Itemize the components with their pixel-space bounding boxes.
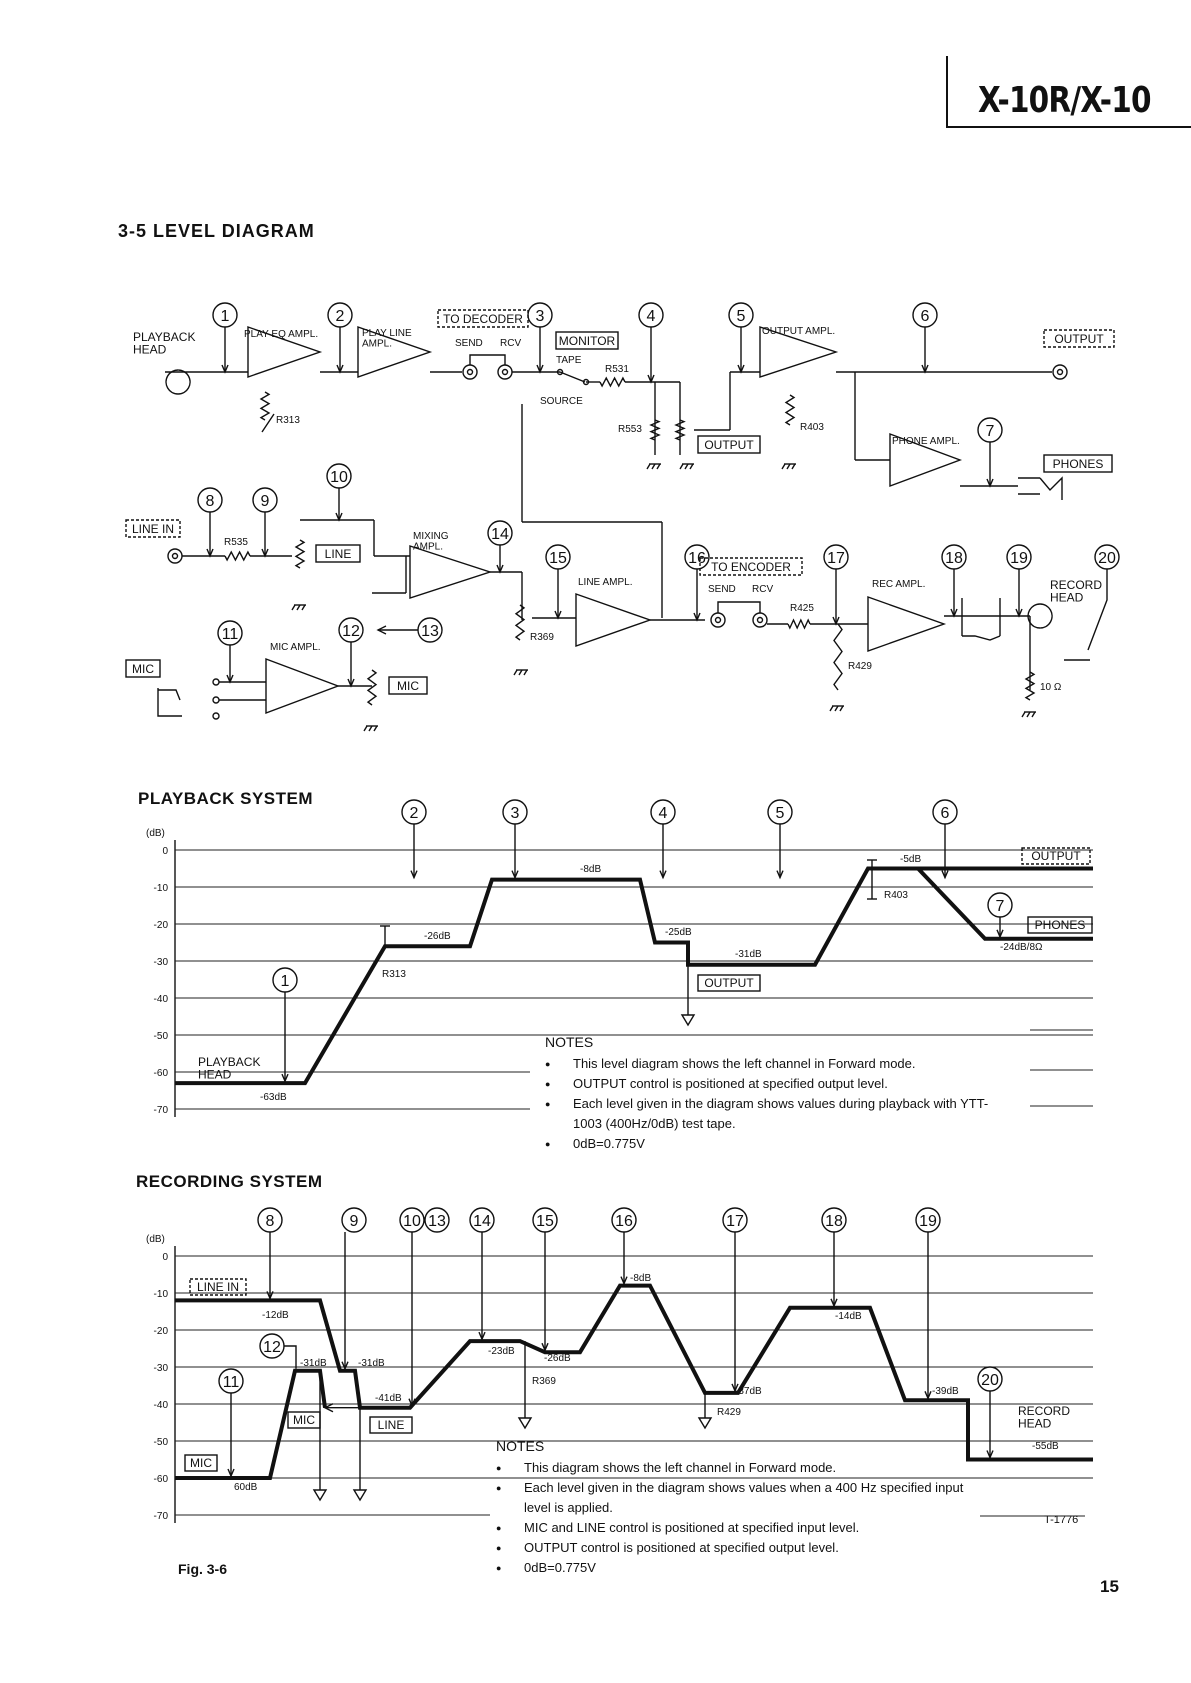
ground-symbol [657, 464, 660, 469]
recording-note: ● OUTPUT control is positioned at specified output level. [496, 1538, 966, 1558]
playback-head-label: PLAYBACK HEAD [133, 330, 196, 357]
output-jack-box-text: OUTPUT [1031, 849, 1081, 863]
rec-eq-resistor [962, 636, 1000, 640]
recording-level-label: -31dB [358, 1358, 385, 1369]
play-line-ampl-label: PLAY LINE AMPL. [362, 328, 412, 350]
recording-note: ● This diagram shows the left channel in Forward mode. [496, 1458, 966, 1478]
r403-label: R403 [884, 890, 908, 901]
r313-label: R313 [382, 969, 406, 980]
ground-symbol [830, 706, 833, 711]
source-label: SOURCE [540, 396, 583, 407]
point-marker-number-7: 7 [995, 898, 1005, 915]
recording-note: ● 0dB=0.775V [496, 1558, 966, 1578]
mic-control-pot [368, 670, 376, 705]
ground-symbol [792, 464, 795, 469]
point-marker-number-2: 2 [335, 308, 345, 325]
encoder-loop-wire [718, 602, 760, 613]
point-marker-number-3: 3 [535, 308, 545, 325]
playback-unit-label: (dB) [146, 828, 165, 839]
ground-symbol [364, 726, 367, 731]
point-marker-number-3: 3 [510, 805, 520, 822]
r535-resistor [225, 552, 250, 560]
point-marker-number-5: 5 [736, 308, 746, 325]
point-marker-number-14: 14 [491, 526, 509, 543]
point-marker-number-13: 13 [428, 1213, 446, 1230]
playback-y-tick: 0 [162, 846, 168, 857]
line-control-box-text: LINE [377, 1418, 405, 1432]
playback-level-label: -63dB [260, 1092, 287, 1103]
mic-control-box-text: MIC [293, 1413, 315, 1427]
output-control-box-text: OUTPUT [704, 976, 754, 990]
mic-jack-contact [213, 713, 219, 719]
ground-symbol [685, 464, 688, 469]
r535-label: R535 [224, 537, 248, 548]
r429-label: R429 [848, 661, 872, 672]
recording-level-label: -23dB [488, 1346, 515, 1357]
playback-y-tick: -60 [153, 1068, 168, 1079]
recording-notes-title: NOTES [496, 1438, 545, 1454]
point-marker-number-6: 6 [940, 805, 950, 822]
point-marker-number-16: 16 [688, 550, 706, 567]
line-in-box-text: LINE IN [131, 522, 175, 536]
r531-resistor [600, 378, 625, 386]
mic-control-drop-arrow [314, 1490, 326, 1500]
line-amplifier [576, 594, 650, 646]
send-jack-pin [468, 370, 473, 375]
ground-symbol [1027, 712, 1030, 717]
point-marker-number-19: 19 [1010, 550, 1028, 567]
output-control-box-text: OUTPUT [704, 438, 754, 452]
r369-pot [516, 605, 524, 640]
point-marker-number-19: 19 [919, 1213, 937, 1230]
output-jack [1053, 365, 1067, 379]
recording-y-tick: 0 [162, 1252, 168, 1263]
encoder-send-label: SEND [708, 584, 736, 595]
ground-symbol [524, 670, 527, 675]
recording-level-label: -41dB [375, 1393, 402, 1404]
recording-level-label: -37dB [735, 1386, 762, 1397]
mic-jack-symbol [158, 688, 182, 716]
recording-level-label: -39dB [932, 1386, 959, 1397]
play-eq-ampl-label: PLAY EQ AMPL. [244, 329, 319, 340]
send-label: SEND [455, 338, 483, 349]
ten-ohm-resistor [1026, 672, 1034, 700]
ground-symbol [302, 605, 305, 610]
mixing-amplifier [410, 546, 490, 598]
line-in-box-text: LINE IN [196, 1280, 240, 1294]
recording-y-tick: -70 [153, 1511, 168, 1522]
recording-y-tick: -30 [153, 1363, 168, 1374]
encoder-send-jack [711, 613, 725, 627]
point-marker-number-17: 17 [726, 1213, 744, 1230]
playback-note: ● OUTPUT control is positioned at specified output level. [545, 1074, 1015, 1094]
phones-jack-symbol [1018, 478, 1062, 500]
recording-level-label: -55dB [1032, 1441, 1059, 1452]
recording-y-tick: -40 [153, 1400, 168, 1411]
to-decoder-box-text: TO DECODER [443, 312, 523, 326]
mic-control-box-text: MIC [397, 679, 419, 693]
recording-unit-label: (dB) [146, 1234, 165, 1245]
point-marker-number-4: 4 [646, 308, 656, 325]
rec-amplifier [868, 597, 944, 651]
recording-notes [496, 1436, 966, 1578]
point-marker-number-18: 18 [825, 1213, 843, 1230]
point-marker-number-17: 17 [827, 550, 845, 567]
playback-note: ● This level diagram shows the left channel in Forward mode. [545, 1054, 1015, 1074]
point-marker-number-8: 8 [205, 493, 215, 510]
point-marker-number-1: 1 [280, 973, 290, 990]
encoder-send-jack-pin [716, 618, 721, 623]
send-jack [463, 365, 477, 379]
point-marker-number-12: 12 [342, 623, 360, 640]
recording-level-label: 60dB [234, 1482, 258, 1493]
r429-drop-arrow [699, 1418, 711, 1428]
line-control-drop-arrow [354, 1490, 366, 1500]
point-marker-number-15: 15 [536, 1213, 554, 1230]
playback-y-tick: -10 [153, 883, 168, 894]
point-marker-number-7: 7 [985, 423, 995, 440]
playback-y-tick: -20 [153, 920, 168, 931]
output-ampl-label: OUTPUT AMPL. [762, 326, 836, 337]
r425-resistor [788, 620, 810, 628]
r369-label: R369 [532, 1376, 556, 1387]
mic-box-text: MIC [132, 662, 154, 676]
line-control-box-text: LINE [324, 547, 352, 561]
rec-eq-network [962, 598, 1000, 636]
r425-label: R425 [790, 603, 814, 614]
phones-box-text: PHONES [1034, 918, 1086, 932]
recording-y-tick: -50 [153, 1437, 168, 1448]
point-marker-number-6: 6 [920, 308, 930, 325]
point-marker-number-11: 11 [221, 626, 239, 643]
point-marker-number-20: 20 [1098, 550, 1116, 567]
ground-symbol [514, 670, 517, 675]
to-encoder-box-text: TO ENCODER [711, 560, 791, 574]
ground-symbol [374, 726, 377, 731]
recording-level-label: -8dB [630, 1273, 652, 1284]
point-marker-number-15: 15 [549, 550, 567, 567]
mic-box-text: MIC [190, 1456, 212, 1470]
rcv-label: RCV [500, 338, 522, 349]
section-title: 3-5 LEVEL DIAGRAM [118, 221, 315, 241]
line-in-jack-pin [173, 554, 178, 559]
ground-symbol [292, 605, 295, 610]
encoder-rcv-jack [753, 613, 767, 627]
ground-symbol [297, 605, 300, 610]
r553-resistor [651, 420, 659, 440]
rcv-jack-pin [503, 370, 508, 375]
r553-label: R553 [618, 424, 642, 435]
playback-note: ● 0dB=0.775V [545, 1134, 1015, 1154]
playback-system-title: PLAYBACK SYSTEM [138, 789, 314, 808]
ten-ohm-label: 10 Ω [1040, 682, 1062, 693]
recording-note: ● MIC and LINE control is positioned at specified input level. [496, 1518, 966, 1538]
playback-y-tick: -70 [153, 1105, 168, 1116]
r403-resistor [786, 395, 794, 425]
phones-box-text: PHONES [1052, 457, 1104, 471]
playback-y-tick: -30 [153, 957, 168, 968]
playback-y-tick: -40 [153, 994, 168, 1005]
ground-symbol [1022, 712, 1025, 717]
mic-ampl-label: MIC AMPL. [270, 642, 321, 653]
mic-jack-contact [213, 697, 219, 703]
point-marker-number-14: 14 [473, 1213, 491, 1230]
monitor-box-text: MONITOR [558, 334, 616, 348]
rec-ampl-label: REC AMPL. [872, 579, 926, 590]
ground-symbol [835, 706, 838, 711]
playback-y-tick: -50 [153, 1031, 168, 1042]
r369-drop-arrow [519, 1418, 531, 1428]
point-marker-number-9: 9 [349, 1213, 359, 1230]
ground-symbol [519, 670, 522, 675]
line-control-pot [296, 540, 304, 568]
playback-notes-title: NOTES [545, 1034, 594, 1050]
r313-resistor [261, 392, 269, 420]
point-marker-number-11: 11 [222, 1374, 240, 1391]
point-marker-number-1: 1 [220, 308, 230, 325]
ground-symbol [647, 464, 650, 469]
phone-ampl-label: PHONE AMPL. [892, 436, 960, 447]
monitor-switch [560, 372, 585, 382]
r403-label: R403 [800, 422, 824, 433]
line-ampl-label: LINE AMPL. [578, 577, 633, 588]
r531-label: R531 [605, 364, 629, 375]
encoder-rcv-label: RCV [752, 584, 774, 595]
point-marker-number-9: 9 [260, 493, 270, 510]
page-number: 15 [1100, 1577, 1119, 1596]
recording-level-label: -12dB [262, 1310, 289, 1321]
r369-label: R369 [530, 632, 554, 643]
ground-symbol [782, 464, 785, 469]
recording-y-tick: -20 [153, 1326, 168, 1337]
ground-symbol [1032, 712, 1035, 717]
playback-level-label: -31dB [735, 949, 762, 960]
mic-jack-contact [213, 679, 219, 685]
playback-head-symbol [166, 370, 190, 394]
playback-level-label: -5dB [900, 854, 922, 865]
point-marker-number-10: 10 [403, 1213, 421, 1230]
r429-pot [834, 624, 842, 690]
point-marker-number-4: 4 [658, 805, 668, 822]
point-marker-number-12: 12 [263, 1339, 281, 1356]
point-marker-number-10: 10 [330, 469, 348, 486]
output-control-drop-arrow [682, 1015, 694, 1025]
mic-amplifier [266, 659, 338, 713]
point-marker-number-18: 18 [945, 550, 963, 567]
point-marker-number-2: 2 [409, 805, 419, 822]
point-marker-number-8: 8 [265, 1213, 275, 1230]
recording-level-label: -14dB [835, 1311, 862, 1322]
r313-label: R313 [276, 415, 300, 426]
ground-symbol [652, 464, 655, 469]
record-head-symbol [1028, 604, 1052, 628]
ground-symbol [840, 706, 843, 711]
playback-level-label: -25dB [665, 927, 692, 938]
recording-probe-arrow [284, 1346, 296, 1369]
tape-label: TAPE [556, 355, 582, 366]
record-head-label: RECORD HEAD [1050, 578, 1103, 605]
record-head-label: RECORD HEAD [1018, 1404, 1071, 1431]
recording-y-tick: -60 [153, 1474, 168, 1485]
point-marker-number-13: 13 [421, 623, 439, 640]
ground-symbol [690, 464, 693, 469]
playback-level-label: -26dB [424, 931, 451, 942]
ground-symbol [787, 464, 790, 469]
recording-y-tick: -10 [153, 1289, 168, 1300]
output-jack-pin [1058, 370, 1063, 375]
r429-label: R429 [717, 1407, 741, 1418]
line-in-jack [168, 549, 182, 563]
encoder-rcv-jack-pin [758, 618, 763, 623]
figure-caption: Fig. 3-6 [178, 1561, 228, 1577]
output-jack-box-text: OUTPUT [1054, 332, 1104, 346]
model-title: X-10R/X-10 [978, 80, 1151, 121]
playback-note: ● Each level given in the diagram shows values during playback with YTT-1003 (400Hz/0dB) test tape. [545, 1094, 1015, 1134]
recording-system-title: RECORDING SYSTEM [136, 1172, 323, 1191]
playback-head-label: PLAYBACK HEAD [198, 1055, 261, 1082]
playback-notes [545, 1032, 1015, 1154]
point-marker-number-16: 16 [615, 1213, 633, 1230]
playback-level-label: -24dB/8Ω [1000, 942, 1043, 953]
ground-symbol [369, 726, 372, 731]
ground-symbol [680, 464, 683, 469]
point-marker-number-20: 20 [981, 1372, 999, 1389]
test-code: T-1776 [1044, 1514, 1079, 1526]
playback-level-label: -8dB [580, 864, 602, 875]
recording-note: ● Each level given in the diagram shows values when a 400 Hz specified input level is applied. [496, 1478, 966, 1518]
point-marker-number-5: 5 [775, 805, 785, 822]
output-pot [676, 420, 684, 440]
mixing-ampl-label: MIXING AMPL. [413, 531, 449, 553]
decoder-loop-wire [470, 355, 505, 365]
recording-level-label: -31dB [300, 1358, 327, 1369]
recording-level-label: -26dB [544, 1353, 571, 1364]
rcv-jack [498, 365, 512, 379]
